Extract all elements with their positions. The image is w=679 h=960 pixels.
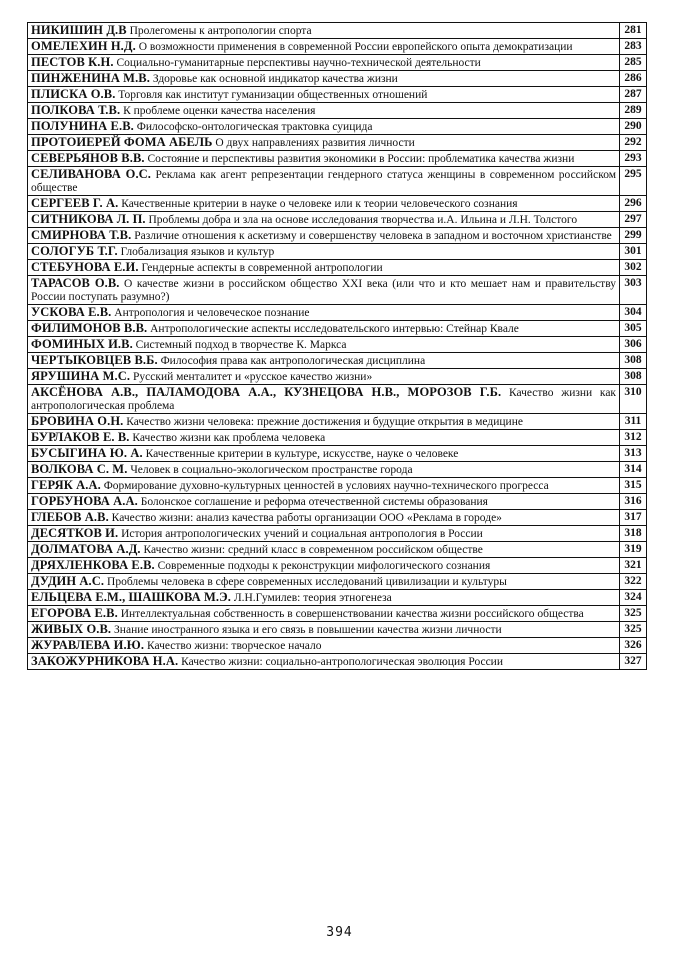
toc-row [28,526,647,542]
entry-title: Состояние и перспективы развития экономики в России: проблематика качества жизни [147,153,575,165]
entry-page: 318 [620,526,647,542]
entry-title: Различие отношения к аскетизму и совершенству человека в западном и восточном христианстве [134,230,612,242]
toc-row [28,260,647,276]
toc-row [28,55,647,71]
entry-page: 287 [620,87,647,103]
toc-entry [28,654,620,670]
toc-row [28,542,647,558]
toc-entry [28,622,620,638]
entry-page: 308 [620,353,647,369]
entry-page: 304 [620,305,647,321]
toc-row [28,71,647,87]
entry-page: 289 [620,103,647,119]
entry-author: ДРЯХЛЕНКОВА Е.В. [31,558,155,572]
toc-row [28,622,647,638]
entry-author: АКСЁНОВА А.В., ПАЛАМОДОВА А.А., КУЗНЕЦОВА Н.В., МОРОЗОВ Г.Б. [31,385,502,399]
toc-entry [28,260,620,276]
entry-page: 311 [620,414,647,430]
toc-row [28,228,647,244]
entry-author: ГОРБУНОВА А.А. [31,494,138,508]
entry-title: Качественные критерии в науке о человеке или к теории человеческого сознания [121,198,518,210]
entry-author: ВОЛКОВА С. М. [31,462,128,476]
toc-entry [28,369,620,385]
entry-author: БРОВИНА О.Н. [31,414,124,428]
toc-entry [28,542,620,558]
entry-author: ДОЛМАТОВА А.Д. [31,542,141,556]
entry-author: СЕЛИВАНОВА О.С. [31,167,152,181]
entry-title: Торговля как институт гуманизации общественных отношений [118,89,428,101]
entry-page: 296 [620,196,647,212]
entry-page: 297 [620,212,647,228]
toc-row [28,305,647,321]
toc-entry [28,212,620,228]
entry-page: 281 [620,23,647,39]
entry-author: ЕЛЬЦЕВА Е.М., ШАШКОВА М.Э. [31,590,231,604]
entry-page: 322 [620,574,647,590]
entry-author: ПОЛКОВА Т.В. [31,103,121,117]
entry-page: 327 [620,654,647,670]
entry-author: ЖИВЫХ О.В. [31,622,112,636]
entry-author: ДЕСЯТКОВ И. [31,526,119,540]
toc-entry [28,558,620,574]
entry-author: ФИЛИМОНОВ В.В. [31,321,148,335]
entry-author: СИТНИКОВА Л. П. [31,212,146,226]
entry-page: 312 [620,430,647,446]
entry-page: 303 [620,276,647,305]
toc-row [28,590,647,606]
toc-row [28,39,647,55]
toc-row [28,151,647,167]
entry-author: ЧЕРТЫКОВЦЕВ В.Б. [31,353,158,367]
entry-page: 326 [620,638,647,654]
toc-row [28,135,647,151]
toc-entry [28,590,620,606]
toc-entry [28,228,620,244]
toc-row [28,337,647,353]
entry-author: ГЕРЯК А.А. [31,478,101,492]
entry-title: Пролегомены к антропологии спорта [129,25,312,37]
entry-title: Качество жизни как проблема человека [132,432,326,444]
toc-entry [28,305,620,321]
entry-author: СТЕБУНОВА Е.И. [31,260,139,274]
table-of-contents [27,22,647,670]
toc-row [28,385,647,414]
entry-title: История антропологических учений и социальная антропология в России [121,528,483,540]
toc-entry [28,196,620,212]
entry-author: СЕРГЕЕВ Г. А. [31,196,119,210]
toc-row [28,23,647,39]
toc-row [28,494,647,510]
entry-author: БУРЛАКОВ Е. В. [31,430,130,444]
entry-author: ЗАКОЖУРНИКОВА Н.А. [31,654,179,668]
entry-title: Проблемы добра и зла на основе исследования творчества и.А. Ильина и Л.Н. Толстого [148,214,578,226]
entry-author: ОМЕЛЕХИН Н.Д. [31,39,136,53]
entry-title: Л.Н.Гумилев: теория этногенеза [233,592,392,604]
entry-title: Философия права как антропологическая дисциплина [160,355,426,367]
toc-entry [28,574,620,590]
entry-title: Антропология и человеческое познание [114,307,310,319]
entry-page: 285 [620,55,647,71]
entry-title: Социально-гуманитарные перспективы научно-технической деятельности [116,57,481,69]
entry-author: ФОМИНЫХ И.В. [31,337,133,351]
entry-page: 317 [620,510,647,526]
toc-row [28,167,647,196]
toc-row [28,606,647,622]
entry-title: Здоровье как основной индикатор качества жизни [152,73,398,85]
toc-entry [28,55,620,71]
entry-title: Антропологические аспекты исследовательского интервью: Стейнар Квале [150,323,519,335]
toc-row [28,446,647,462]
toc-row [28,654,647,670]
entry-author: СЕВЕРЬЯНОВ В.В. [31,151,145,165]
toc-entry [28,385,620,414]
entry-page: 310 [620,385,647,414]
entry-title: О возможности применения в современной России европейского опыта демократизации [138,41,573,53]
entry-page: 293 [620,151,647,167]
entry-title: Современные подходы к реконструкции мифологического сознания [157,560,491,572]
toc-entry [28,510,620,526]
toc-entry [28,446,620,462]
entry-author: ГЛЕБОВ А.В. [31,510,109,524]
entry-title: Русский менталитет и «русское качество жизни» [133,371,373,383]
entry-author: БУСЫГИНА Ю. А. [31,446,143,460]
toc-entry [28,167,620,196]
entry-author: НИКИШИН Д.В [31,23,127,37]
toc-row [28,321,647,337]
entry-title: Человек в социально-экологическом пространстве города [130,464,413,476]
entry-page: 324 [620,590,647,606]
toc-entry [28,135,620,151]
toc-entry [28,478,620,494]
toc-row [28,574,647,590]
toc-entry [28,414,620,430]
toc-row [28,103,647,119]
toc-entry [28,151,620,167]
entry-title: Философско-онтологическая трактовка суицида [136,121,373,133]
entry-author: УСКОВА Е.В. [31,305,112,319]
entry-page: 316 [620,494,647,510]
toc-entry [28,638,620,654]
toc-entry [28,276,620,305]
entry-title: Глобализация языков и культур [120,246,275,258]
entry-page: 299 [620,228,647,244]
toc-row [28,196,647,212]
entry-page: 305 [620,321,647,337]
entry-title: Знание иностранного языка и его связь в повышении качества жизни личности [114,624,502,636]
entry-title: Качественные критерии в культуре, искусстве, науке о человеке [145,448,459,460]
entry-title: Гендерные аспекты в современной антропологии [141,262,383,274]
entry-author: ЖУРАВЛЕВА И.Ю. [31,638,145,652]
entry-page: 325 [620,606,647,622]
toc-row [28,276,647,305]
toc-entry [28,87,620,103]
toc-entry [28,23,620,39]
toc-row [28,510,647,526]
toc-entry [28,462,620,478]
entry-title: Болонское соглашение и реформа отечественной системы образования [140,496,488,508]
toc-entry [28,119,620,135]
toc-entry [28,244,620,260]
entry-author: СМИРНОВА Т.В. [31,228,132,242]
entry-author: СОЛОГУБ Т.Г. [31,244,118,258]
entry-title: К проблеме оценки качества населения [123,105,316,117]
toc-row [28,638,647,654]
entry-page: 315 [620,478,647,494]
toc-entry [28,337,620,353]
toc-entry [28,494,620,510]
entry-page: 295 [620,167,647,196]
entry-author: ПИНЖЕНИНА М.В. [31,71,150,85]
entry-page: 301 [620,244,647,260]
entry-title: О качестве жизни в российском общество XXI века (или что и кто мешает нам и правительству России поступать разумно?) [31,278,616,303]
entry-author: ПОЛУНИНА Е.В. [31,119,134,133]
entry-title: Качество жизни: средний класс в современном российском обществе [143,544,483,556]
entry-title: Проблемы человека в сфере современных исследований цивилизации и культуры [107,576,507,588]
entry-title: Качество жизни: анализ качества работы организации ООО «Реклама в городе» [111,512,502,524]
toc-row [28,244,647,260]
entry-title: Интеллектуальная собственность в совершенствовании качества жизни российского общества [120,608,584,620]
entry-title: О двух направлениях развития личности [215,137,415,149]
toc-entry [28,321,620,337]
toc-entry [28,71,620,87]
entry-title: Качество жизни как антропологическая проблема [31,387,617,412]
entry-title: Качество жизни: творческое начало [146,640,322,652]
toc-row [28,87,647,103]
toc-row [28,430,647,446]
entry-title: Качество жизни человека: прежние достижения и будущие открытия в медицине [126,416,523,428]
entry-author: ДУДИН А.С. [31,574,105,588]
entry-page: 306 [620,337,647,353]
entry-title: Качество жизни: социально-антропологическая эволюция России [181,656,503,668]
entry-author: ТАРАСОВ О.В. [31,276,120,290]
toc-row [28,558,647,574]
entry-page: 302 [620,260,647,276]
entry-author: ПЕСТОВ К.Н. [31,55,114,69]
entry-page: 313 [620,446,647,462]
entry-author: ЯРУШИНА М.С. [31,369,131,383]
toc-entry [28,103,620,119]
entry-author: ПРОТОИЕРЕЙ ФОМА АБЕЛЬ [31,135,213,149]
toc-entry [28,606,620,622]
entry-title: Системный подход в творчестве К. Маркса [135,339,347,351]
entry-page: 314 [620,462,647,478]
entry-author: ПЛИСКА О.В. [31,87,116,101]
toc-row [28,462,647,478]
entry-author: ЕГОРОВА Е.В. [31,606,118,620]
toc-entry [28,430,620,446]
toc-entry [28,526,620,542]
entry-title: Формирование духовно-культурных ценностей в условиях научно-технического прогресса [103,480,549,492]
entry-page: 286 [620,71,647,87]
toc-page [27,22,647,670]
entry-page: 283 [620,39,647,55]
entry-page: 308 [620,369,647,385]
toc-row [28,369,647,385]
entry-page: 325 [620,622,647,638]
toc-entry [28,39,620,55]
toc-entry [28,353,620,369]
page-number: 394 [326,925,353,940]
entry-title: Реклама как агент репрезентации гендерного статуса женщины в современном российском обществе [31,169,617,194]
entry-page: 292 [620,135,647,151]
toc-row [28,414,647,430]
toc-row [28,212,647,228]
toc-body [28,23,647,670]
toc-row [28,478,647,494]
entry-page: 290 [620,119,647,135]
toc-row [28,119,647,135]
toc-row [28,353,647,369]
entry-page: 321 [620,558,647,574]
entry-page: 319 [620,542,647,558]
